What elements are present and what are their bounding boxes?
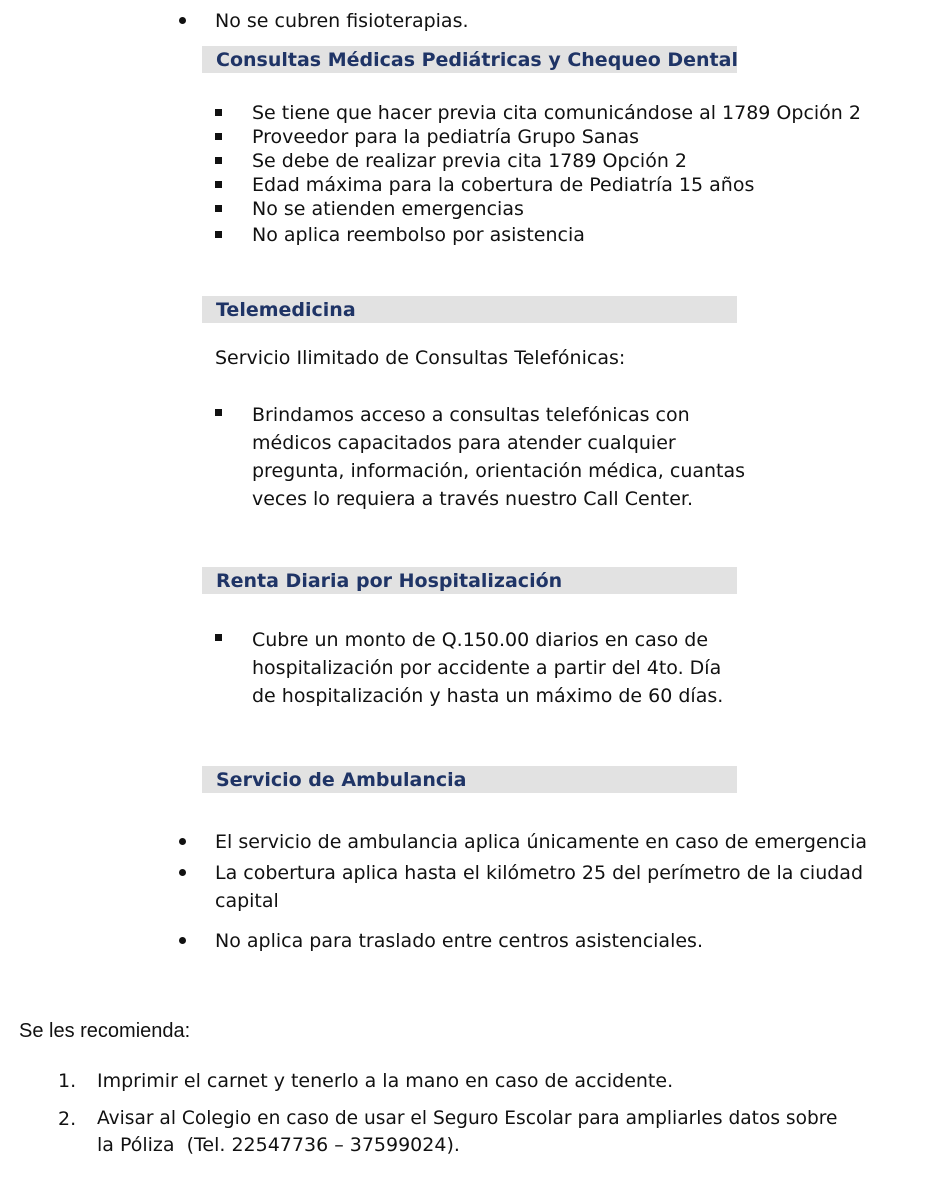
section-header-daily-rent (202, 567, 737, 594)
telemedicine-item-line: veces lo requiera a través nuestro Call Center. (252, 488, 693, 510)
section-header-pediatric (202, 46, 737, 73)
square-bullet-icon (215, 109, 222, 116)
square-bullet-icon (215, 231, 222, 238)
bullet-icon (179, 937, 186, 944)
ambulance-item-continuation: capital (215, 890, 279, 912)
square-bullet-icon (215, 409, 222, 416)
list-item: No se atienden emergencias (252, 198, 524, 220)
recommendation-number: 2. (58, 1108, 77, 1130)
daily-rent-item-line: hospitalización por accidente a partir del 4to. Día (252, 657, 722, 679)
recommendation-text: Avisar al Colegio en caso de usar el Seguro Escolar para ampliarles datos sobre (97, 1108, 838, 1129)
section-title: Consultas Médicas Pediátricas y Chequeo Dental (216, 49, 738, 71)
bullet-icon (179, 17, 186, 24)
telemedicine-item-line: pregunta, información, orientación médica, cuantas (252, 460, 746, 482)
recommendation-text: Imprimir el carnet y tenerlo a la mano en caso de accidente. (97, 1070, 674, 1092)
section-title: Renta Diaria por Hospitalización (216, 570, 563, 592)
bullet-icon (179, 869, 186, 876)
bullet-icon (179, 838, 186, 845)
square-bullet-icon (215, 205, 222, 212)
ambulance-item: El servicio de ambulancia aplica únicamente en caso de emergencia (215, 831, 868, 853)
section-title: Telemedicina (216, 299, 356, 321)
ambulance-item: La cobertura aplica hasta el kilómetro 25 del perímetro de la ciudad (215, 862, 864, 884)
square-bullet-icon (215, 634, 222, 641)
list-item: Se tiene que hacer previa cita comunicándose al 1789 Opción 2 (252, 102, 861, 124)
telemedicine-item-line: médicos capacitados para atender cualquier (252, 432, 676, 454)
recommendations-heading: Se les recomienda: (19, 1020, 191, 1042)
square-bullet-icon (215, 157, 222, 164)
section-title: Servicio de Ambulancia (216, 769, 467, 791)
section-header-telemedicine (202, 296, 737, 323)
recommendation-number: 1. (58, 1070, 77, 1092)
telemedicine-intro: Servicio Ilimitado de Consultas Telefónicas: (215, 347, 626, 369)
top-bullet-text: No se cubren fisioterapias. (215, 10, 469, 32)
recommendation-text-continuation: la Póliza (Tel. 22547736 – 37599024). (97, 1134, 460, 1156)
ambulance-item: No aplica para traslado entre centros asistenciales. (215, 930, 703, 952)
square-bullet-icon (215, 181, 222, 188)
section-header-ambulance (202, 766, 737, 793)
list-item: Edad máxima para la cobertura de Pediatría 15 años (252, 174, 755, 196)
list-item: Se debe de realizar previa cita 1789 Opción 2 (252, 150, 688, 172)
telemedicine-item-line: Brindamos acceso a consultas telefónicas con (252, 404, 690, 426)
list-item: No aplica reembolso por asistencia (252, 224, 585, 246)
list-item: Proveedor para la pediatría Grupo Sanas (252, 126, 640, 148)
daily-rent-item-line: Cubre un monto de Q.150.00 diarios en caso de (252, 629, 709, 651)
daily-rent-item-line: de hospitalización y hasta un máximo de 60 días. (252, 685, 724, 707)
square-bullet-icon (215, 133, 222, 140)
